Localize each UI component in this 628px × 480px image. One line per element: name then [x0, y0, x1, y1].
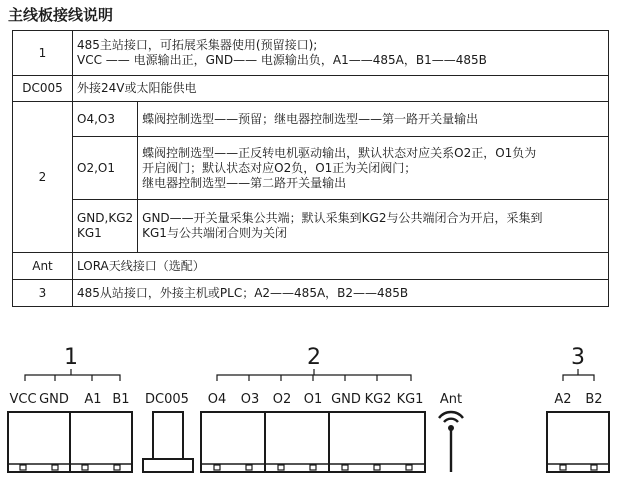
terminal-block-2 — [201, 412, 425, 472]
row-id: 2 — [13, 102, 73, 253]
desc-line: 蝶阀控制选型——预留；继电器控制选型——第一路开关量输出 — [142, 111, 479, 126]
bracket-3 — [563, 369, 594, 381]
wiring-table — [12, 30, 609, 307]
row-desc — [138, 200, 609, 253]
pin-kg2: KG2 — [364, 392, 392, 407]
connector-diagram — [0, 332, 628, 480]
desc-line: LORA天线接口（选配） — [77, 258, 205, 273]
row-desc — [73, 31, 609, 76]
desc-line: 继电器控制选型——第二路开关量输出 — [142, 175, 347, 190]
row-desc — [138, 137, 609, 200]
pin-b2: B2 — [585, 392, 603, 407]
pin-cell — [73, 137, 138, 200]
row-desc — [73, 76, 609, 102]
pin-cell — [73, 200, 138, 253]
row-desc — [73, 280, 609, 307]
table-row-dc005 — [13, 76, 609, 102]
pin-dc005: DC005 — [145, 392, 189, 407]
pin-o4: O4 — [207, 392, 227, 407]
pin-b1: B1 — [112, 392, 130, 407]
desc-line: 开启阀门；默认状态对应O2负，O1正为关闭阀门； — [142, 160, 417, 175]
bracket-2 — [217, 369, 411, 381]
group-number-2: 2 — [307, 345, 321, 370]
group-brackets — [25, 369, 594, 381]
row-id: 3 — [13, 280, 73, 307]
desc-line: 485主站接口，可拓展采集器使用(预留接口); — [77, 38, 318, 52]
row-id: Ant — [13, 253, 73, 280]
group-number-3: 3 — [571, 345, 585, 370]
row-id: DC005 — [13, 76, 73, 102]
desc-line: VCC —— 电源输出正，GND—— 电源输出负，A1——485A，B1——485B — [77, 53, 487, 67]
desc-line: GND——开关量采集公共端；默认采集到KG2与公共端闭合为开启，采集到 — [142, 211, 543, 225]
pin-label: GND,KG2 — [77, 211, 134, 225]
pin-a1: A1 — [84, 392, 102, 407]
pin-label: O4,O3 — [77, 111, 115, 126]
pin-label: O2,O1 — [77, 160, 115, 175]
pin-cell — [73, 102, 138, 137]
pin-ant: Ant — [439, 392, 463, 407]
row-desc — [138, 102, 609, 137]
table-row-2b — [13, 137, 609, 200]
row-id: 1 — [13, 31, 73, 76]
bracket-1 — [25, 369, 120, 381]
table-row-3 — [13, 280, 609, 307]
pin-o3: O3 — [240, 392, 260, 407]
pin-kg1: KG1 — [396, 392, 424, 407]
desc-line: 485从站接口，外接主机或PLC；A2——485A，B2——485B — [77, 285, 409, 300]
pin-labels — [9, 392, 602, 407]
pin-label: KG1 — [77, 226, 102, 240]
pin-o2: O2 — [272, 392, 292, 407]
terminal-block-1 — [8, 412, 132, 472]
page-title: 主线板接线说明 — [8, 6, 114, 24]
desc-line: KG1与公共端闭合则为关闭 — [142, 226, 287, 240]
pin-gnd: GND — [39, 392, 69, 407]
pin-a2: A2 — [554, 392, 572, 407]
table-row-1 — [13, 31, 609, 76]
table-row-2a — [13, 102, 609, 137]
dc005-jack — [143, 412, 193, 472]
table-row-2c — [13, 200, 609, 253]
pin-vcc: VCC — [9, 392, 37, 407]
pin-o1: O1 — [303, 392, 323, 407]
antenna-icon — [439, 412, 463, 472]
row-desc — [73, 253, 609, 280]
terminal-block-3 — [547, 412, 609, 472]
pin-gnd-2: GND — [331, 392, 361, 407]
group-number-1: 1 — [64, 345, 78, 370]
table-row-ant — [13, 253, 609, 280]
desc-line: 外接24V或太阳能供电 — [77, 81, 197, 95]
desc-line: 蝶阀控制选型——正反转电机驱动输出，默认状态对应关系O2正，O1负为 — [142, 145, 537, 160]
